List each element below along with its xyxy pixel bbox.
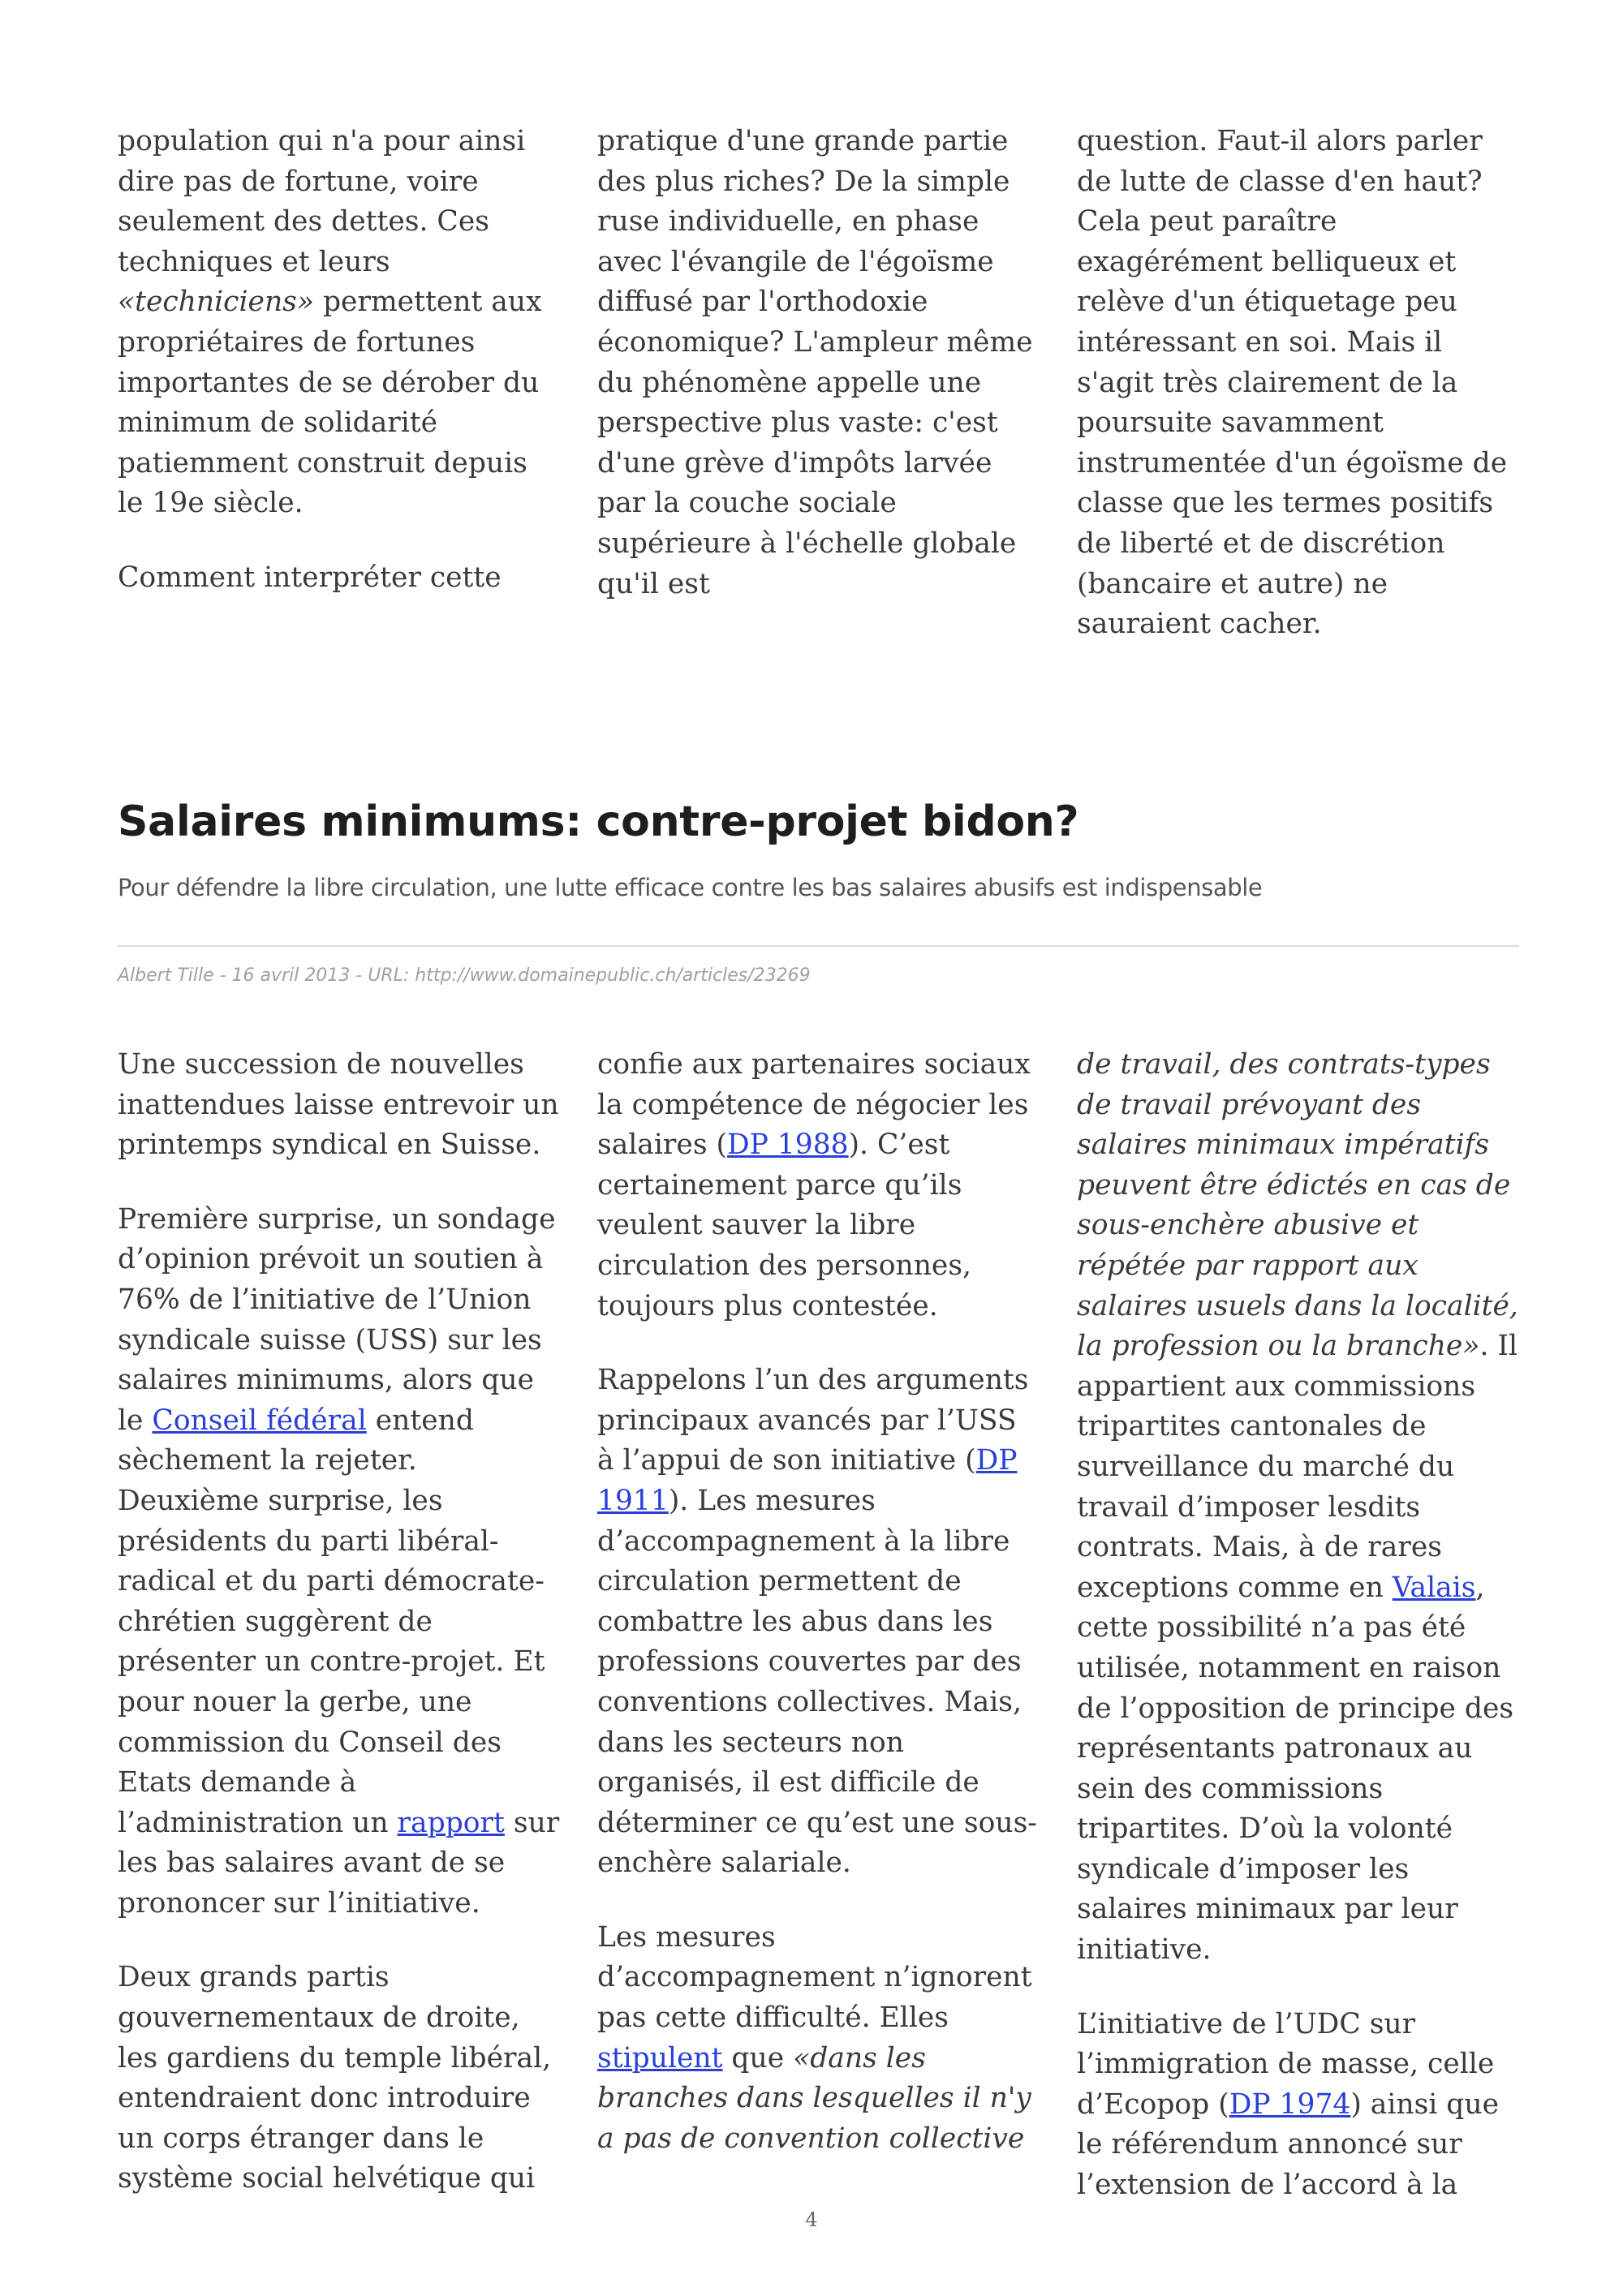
- previous-article-columns: [118, 122, 1519, 645]
- col3-paragraph-1: de travail, des contrats-types de travail prévoyant des salaires minimaux impératifs peuvent être édictés en cas de sous-enchère abusive et répétée par rapport aux salaires usuels dans la localité, la profession ou la branche». Il appartient aux commissions tripartites cantonales de surveillance du marché du travail d’imposer lesdits contrats. Mais, à de rares exceptions comme en Valais, cette possibilité n’a pas été utilisée, notamment en raison de l’opposition de principe des représentants patronaux au sein des commissions tripartites. D’où la volonté syndicale d’imposer les salaires minimaux par leur initiative.: [1077, 1048, 1518, 1967]
- top-column-2: [597, 122, 1040, 645]
- link-dp-1988[interactable]: DP 1988: [726, 1129, 849, 1162]
- col1-paragraph-1: Une succession de nouvelles inattendues laisse entrevoir un printemps syndical en Suisse.: [118, 1048, 559, 1162]
- link-stipulent[interactable]: stipulent: [597, 2041, 723, 2075]
- link-dp-1911[interactable]: DP 1911: [597, 1444, 1018, 1517]
- col2-paragraph-2: Rappelons l’un des arguments principaux avancés par l’USS à l’appui de son initiative (DP 1911). Les mesures d’accompagnement à la libre circulation permettent de combattre les abus dans les professions couvertes par des conventions collectives. Mais, dans les secteurs non organisés, il est difficile de déterminer ce qu’est une sous-enchère salariale.: [597, 1364, 1037, 1880]
- header-divider: [118, 945, 1519, 947]
- link-valais[interactable]: Valais: [1392, 1571, 1476, 1604]
- col1-paragraph-3: Deux grands partis gouvernementaux de droite, les gardiens du temple libéral, entendraient donc introduire un corps étranger dans le système social helvétique qui: [118, 1961, 552, 2195]
- article-byline: Albert Tille - 16 avril 2013 - URL: http://www.domainepublic.ch/articles/23269: [118, 965, 811, 986]
- emphasis-techniciens: «techniciens»: [118, 286, 314, 319]
- article-column-2: [597, 1045, 1040, 2206]
- quote-mesures: «dans les branches dans lesquelles il n'y a pas de convention collective: [597, 2041, 1031, 2155]
- col2-paragraph-3: Les mesures d’accompagnement n’ignorent pas cette difficulté. Elles stipulent que «dans les branches dans lesquelles il n'y a pas de convention collective: [597, 1920, 1032, 2155]
- article-columns: [118, 1045, 1519, 2206]
- page-number: 4: [805, 2208, 818, 2231]
- top-column-3: [1077, 122, 1519, 645]
- col1-paragraph-2: Première surprise, un sondage d’opinion prévoit un soutien à 76% de l’initiative de l’Union syndicale suisse (USS) sur les salaires minimums, alors que le Conseil fédéral entend sèchement la rejeter. Deuxième surprise, les présidents du parti libéral-radical et du parti démocrate-chrétien suggèrent de présenter un contre-projet. Et pour nouer la gerbe, une commission du Conseil des Etats demande à l’administration un rapport sur les bas salaires avant de se prononcer sur l’initiative.: [118, 1202, 560, 1920]
- top-col3-paragraph-1: question. Faut-il alors parler de lutte de classe d'en haut? Cela peut paraître exagérément belliqueux et relève d'un étiquetage peu intéressant en soi. Mais il s'agit très clairement de la poursuite savamment instrumentée d'un égoïsme de classe que les termes positifs de liberté et de discrétion (bancaire et autre) ne sauraient cacher.: [1077, 125, 1508, 641]
- link-conseil-federal[interactable]: Conseil fédéral: [152, 1404, 367, 1437]
- article-column-3: [1077, 1045, 1519, 2206]
- col2-paragraph-1: confie aux partenaires sociaux la compétence de négocier les salaires (DP 1988). C’est certainement parce qu’ils veulent sauver la libre circulation des personnes, toujours plus contestée.: [597, 1048, 1031, 1322]
- top-col2-paragraph-1: pratique d'une grande partie des plus riches? De la simple ruse individuelle, en phase avec l'évangile de l'égoïsme diffusé par l'orthodoxie économique? L'ampleur même du phénomène appelle une perspective plus vaste: c'est d'une grève d'impôts larvée par la couche sociale supérieure à l'échelle globale qu'il est: [597, 125, 1033, 600]
- top-col1-paragraph-1: population qui n'a pour ainsi dire pas de fortune, voire seulement des dettes. Ces techniques et leurs «techniciens» permettent aux propriétaires de fortunes importantes de se dérober du minimum de solidarité patiemment construit depuis le 19e siècle.: [118, 125, 542, 520]
- article-subtitle: Pour défendre la libre circulation, une lutte efficace contre les bas salaires abusifs est indispensable: [118, 874, 1263, 901]
- link-rapport[interactable]: rapport: [397, 1806, 505, 1839]
- link-dp-1974[interactable]: DP 1974: [1229, 2087, 1351, 2121]
- quote-continuation: de travail, des contrats-types de travail prévoyant des salaires minimaux impératifs peuvent être édictés en cas de sous-enchère abusive et répétée par rapport aux salaires usuels dans la localité, la profession ou la branche»: [1077, 1048, 1518, 1363]
- top-col1-paragraph-2: Comment interpréter cette: [118, 561, 502, 594]
- col3-paragraph-2: L’initiative de l’UDC sur l’immigration de masse, celle d’Ecopop (DP 1974) ainsi que le référendum annoncé sur l’extension de l’accord à la: [1077, 2007, 1500, 2202]
- article-column-1: [118, 1045, 560, 2206]
- top-column-1: [118, 122, 560, 645]
- article-title: Salaires minimums: contre-projet bidon?: [118, 798, 1079, 846]
